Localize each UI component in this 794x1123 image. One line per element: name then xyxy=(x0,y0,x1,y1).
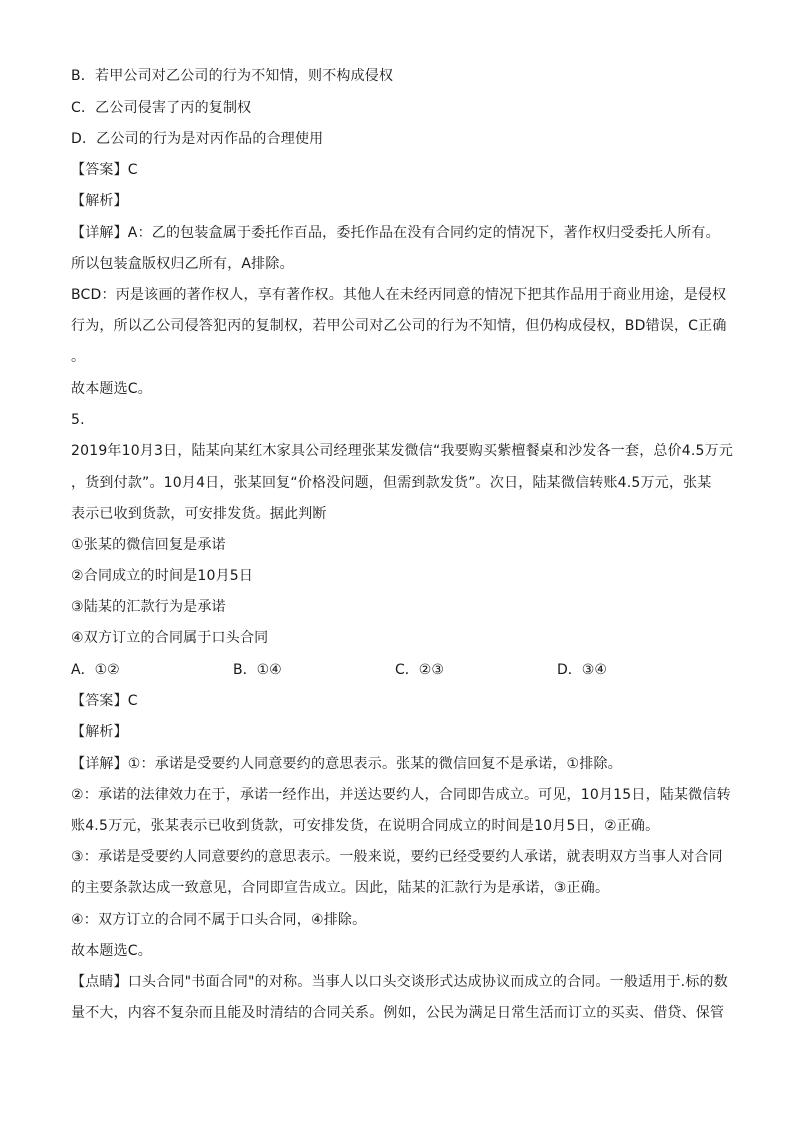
option-d: D．乙公司的行为是对丙作品的合理使用 xyxy=(71,131,324,147)
question-stem: 表示已收到货款，可安排发货。据此判断 xyxy=(71,506,327,522)
question-number: 5. xyxy=(71,412,85,428)
statement-2: ②合同成立的时间是10月5日 xyxy=(71,568,254,584)
detail-line: ②：承诺的法律效力在于，承诺一经作出，并送达要约人，合同即告成立。可见，10月15日，陆某微信转 xyxy=(71,787,731,803)
detail-line: 【详解】A：乙的包装盒属于委托作百品，委托作品在没有合同约定的情况下，著作权归受委托人所有。 xyxy=(71,225,720,241)
conclusion: 故本题选C。 xyxy=(71,943,152,959)
option-b: B．①④ xyxy=(233,662,282,678)
question-stem: 2019年10月3日，陆某向某红木家具公司经理张某发微信“我要购买紫檀餐桌和沙发各一套，总价4.5万元 xyxy=(71,443,734,459)
detail-line: 账4.5万元，张某表示已收到货款，可安排发货，在说明合同成立的时间是10月5日，②正确。 xyxy=(71,818,660,834)
option-a: A．①② xyxy=(71,662,120,678)
key-point: 量不大，内容不复杂而且能及时清结的合同关系。例如，公民为满足日常生活而订立的买卖、借贷、保管 xyxy=(71,1005,725,1021)
detail-line: 【详解】①：承诺是受要约人同意要约的意思表示。张某的微信回复不是承诺，①排除。 xyxy=(71,756,622,772)
answer-label: 【答案】C xyxy=(71,162,138,178)
answer-options xyxy=(71,660,731,680)
detail-line: BCD：丙是该画的著作权人，享有著作权。其他人在未经丙同意的情况下把其作品用于商业用途，是侵权 xyxy=(71,287,727,303)
statement-1: ①张某的微信回复是承诺 xyxy=(71,537,226,553)
statement-3: ③陆某的汇款行为是承诺 xyxy=(71,599,226,615)
detail-line: 的主要条款达成一致意见，合同即宣告成立。因此，陆某的汇款行为是承诺，③正确。 xyxy=(71,880,610,896)
option-d: D．③④ xyxy=(557,662,607,678)
key-point: 【点睛】口头合同"书面合同"的对称。当事人以口头交谈形式达成协议而成立的合同。一般适用于.标的数 xyxy=(71,974,728,990)
detail-line: ④：双方订立的合同不属于口头合同，④排除。 xyxy=(71,912,367,928)
analysis-label: 【解析】 xyxy=(71,724,128,740)
conclusion: 故本题选C。 xyxy=(71,381,152,397)
detail-line: ③：承诺是受要约人同意要约的意思表示。一般来说，要约已经受要约人承诺，就表明双方当事人对合同 xyxy=(71,849,723,865)
option-b: B．若甲公司对乙公司的行为不知情，则不构成侵权 xyxy=(71,68,394,84)
option-c: C．乙公司侵害了丙的复制权 xyxy=(71,100,252,116)
analysis-label: 【解析】 xyxy=(71,193,128,209)
detail-line: 。 xyxy=(71,349,86,365)
answer-label: 【答案】C xyxy=(71,693,138,709)
statement-4: ④双方订立的合同属于口头合同 xyxy=(71,630,269,646)
detail-line: 所以包装盒版权归乙所有，A排除。 xyxy=(71,256,294,272)
detail-line: 行为，所以乙公司侵答犯丙的复制权，若甲公司对乙公司的行为不知情，但仍构成侵权，BD错误，C正确 xyxy=(71,318,727,334)
option-c: C．②③ xyxy=(395,662,444,678)
question-stem: ，货到付款”。10月4日，张某回复“价格没问题，但需到款发货”。次日，陆某微信转账4.5万元，张某 xyxy=(71,475,712,491)
